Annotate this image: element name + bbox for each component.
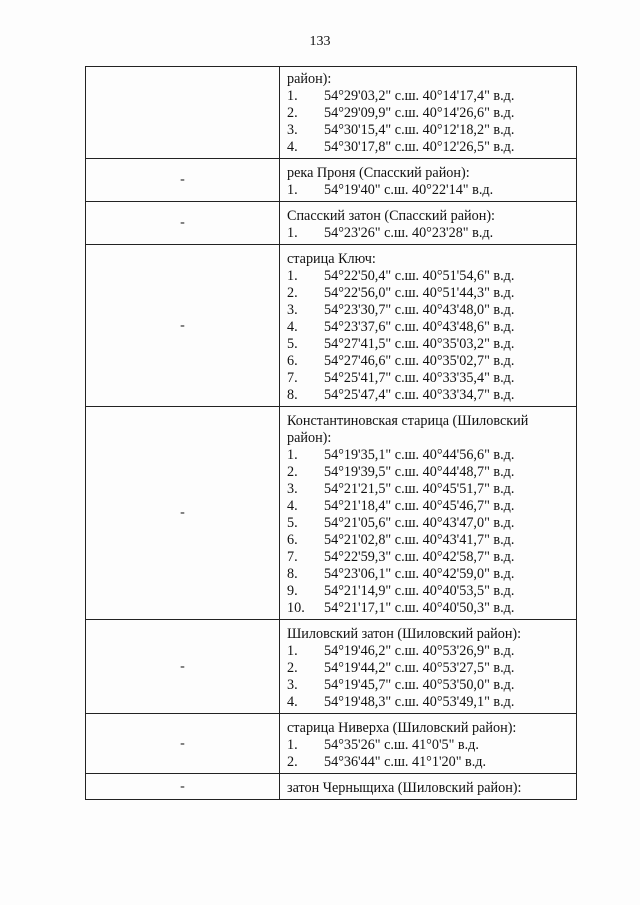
coordinate-value: 54°25'41,7" с.ш. 40°33'35,4" в.д. bbox=[324, 370, 515, 386]
coordinate-item bbox=[287, 336, 570, 353]
coordinate-value: 54°36'44" с.ш. 41°1'20" в.д. bbox=[324, 754, 487, 770]
coordinate-item bbox=[287, 353, 570, 370]
coordinate-number: 5. bbox=[287, 336, 298, 352]
coordinate-value: 54°25'47,4" с.ш. 40°33'34,7" в.д. bbox=[324, 387, 515, 403]
coordinate-item bbox=[287, 285, 570, 302]
table-row bbox=[86, 407, 577, 620]
coordinate-item bbox=[287, 225, 570, 242]
coordinate-item bbox=[287, 302, 570, 319]
row-marker-cell: - bbox=[86, 159, 280, 202]
coordinate-value: 54°19'45,7" с.ш. 40°53'50,0" в.д. bbox=[324, 677, 515, 693]
coordinate-number: 8. bbox=[287, 566, 298, 582]
coordinate-number: 5. bbox=[287, 515, 298, 531]
coordinate-item bbox=[287, 319, 570, 336]
table-row bbox=[86, 159, 577, 202]
coordinate-number: 2. bbox=[287, 660, 298, 676]
water-body-title: Константиновская старица (Шиловский район): bbox=[287, 413, 532, 446]
coordinate-number: 8. bbox=[287, 387, 298, 403]
coordinate-number: 3. bbox=[287, 302, 298, 318]
water-body-title: старица Ниверха (Шиловский район): bbox=[287, 720, 517, 736]
coordinate-number: 4. bbox=[287, 498, 298, 514]
coordinate-item bbox=[287, 88, 570, 105]
row-marker-cell bbox=[86, 67, 280, 159]
row-marker-cell: - bbox=[86, 202, 280, 245]
coordinate-number: 7. bbox=[287, 549, 298, 565]
coordinate-number: 1. bbox=[287, 225, 298, 241]
coordinate-value: 54°23'37,6" с.ш. 40°43'48,6" в.д. bbox=[324, 319, 515, 335]
coordinate-item bbox=[287, 105, 570, 122]
coordinate-number: 9. bbox=[287, 583, 298, 599]
coordinate-value: 54°19'40" с.ш. 40°22'14" в.д. bbox=[324, 182, 494, 198]
coordinate-item bbox=[287, 370, 570, 387]
coordinate-item bbox=[287, 643, 570, 660]
coordinate-number: 1. bbox=[287, 643, 298, 659]
coordinate-number: 1. bbox=[287, 447, 298, 463]
coordinate-value: 54°23'26" с.ш. 40°23'28" в.д. bbox=[324, 225, 494, 241]
water-body-cell bbox=[280, 620, 577, 714]
coordinate-item bbox=[287, 754, 570, 771]
water-body-title: старица Ключ: bbox=[287, 251, 376, 267]
water-body-title: Шиловский затон (Шиловский район): bbox=[287, 626, 522, 642]
coordinate-number: 1. bbox=[287, 182, 298, 198]
water-body-cell bbox=[280, 202, 577, 245]
water-body-cell bbox=[280, 774, 577, 800]
coordinate-value: 54°19'46,2" с.ш. 40°53'26,9" в.д. bbox=[324, 643, 515, 659]
coordinate-value: 54°21'14,9" с.ш. 40°40'53,5" в.д. bbox=[324, 583, 515, 599]
row-marker-cell: - bbox=[86, 714, 280, 774]
coordinate-number: 3. bbox=[287, 122, 298, 138]
water-body-cell bbox=[280, 714, 577, 774]
water-body-title: затон Черныщиха (Шиловский район): bbox=[287, 780, 522, 796]
coordinate-value: 54°27'46,6" с.ш. 40°35'02,7" в.д. bbox=[324, 353, 515, 369]
coordinate-value: 54°21'05,6" с.ш. 40°43'47,0" в.д. bbox=[324, 515, 515, 531]
table-row bbox=[86, 620, 577, 714]
coordinate-item bbox=[287, 182, 570, 199]
water-body-cell bbox=[280, 67, 577, 159]
coordinate-number: 1. bbox=[287, 88, 298, 104]
coordinate-value: 54°27'41,5" с.ш. 40°35'03,2" в.д. bbox=[324, 336, 515, 352]
coordinate-value: 54°22'56,0" с.ш. 40°51'44,3" в.д. bbox=[324, 285, 515, 301]
coordinate-value: 54°22'50,4" с.ш. 40°51'54,6" в.д. bbox=[324, 268, 515, 284]
coordinate-number: 4. bbox=[287, 694, 298, 710]
table-row bbox=[86, 202, 577, 245]
coordinate-item bbox=[287, 532, 570, 549]
row-marker-cell: - bbox=[86, 245, 280, 407]
table-body bbox=[86, 67, 577, 800]
coordinate-value: 54°30'17,8" с.ш. 40°12'26,5" в.д. bbox=[324, 139, 515, 155]
coordinates-table bbox=[85, 66, 577, 800]
table-row bbox=[86, 245, 577, 407]
coordinate-item bbox=[287, 498, 570, 515]
coordinate-value: 54°29'03,2" с.ш. 40°14'17,4" в.д. bbox=[324, 88, 515, 104]
water-body-cell bbox=[280, 245, 577, 407]
coordinate-value: 54°21'18,4" с.ш. 40°45'46,7" в.д. bbox=[324, 498, 515, 514]
coordinate-number: 3. bbox=[287, 677, 298, 693]
coordinate-value: 54°19'44,2" с.ш. 40°53'27,5" в.д. bbox=[324, 660, 515, 676]
page-number: 133 bbox=[309, 34, 331, 49]
coordinate-item bbox=[287, 660, 570, 677]
coordinate-number: 1. bbox=[287, 737, 298, 753]
row-marker-cell: - bbox=[86, 407, 280, 620]
coordinate-item bbox=[287, 464, 570, 481]
coordinate-value: 54°19'39,5" с.ш. 40°44'48,7" в.д. bbox=[324, 464, 515, 480]
coordinate-item bbox=[287, 447, 570, 464]
row-marker-cell: - bbox=[86, 620, 280, 714]
coordinate-number: 6. bbox=[287, 532, 298, 548]
coordinate-item bbox=[287, 583, 570, 600]
coordinate-item bbox=[287, 677, 570, 694]
coordinate-value: 54°23'06,1" с.ш. 40°42'59,0" в.д. bbox=[324, 566, 515, 582]
coordinate-number: 2. bbox=[287, 285, 298, 301]
table-row bbox=[86, 774, 577, 800]
coordinate-item bbox=[287, 387, 570, 404]
coordinate-value: 54°22'59,3" с.ш. 40°42'58,7" в.д. bbox=[324, 549, 515, 565]
water-body-cell bbox=[280, 407, 577, 620]
row-marker-cell: - bbox=[86, 774, 280, 800]
water-body-cell bbox=[280, 159, 577, 202]
coordinate-value: 54°19'48,3" с.ш. 40°53'49,1" в.д. bbox=[324, 694, 515, 710]
water-body-title: река Проня (Спасский район): bbox=[287, 165, 470, 181]
coordinate-value: 54°21'02,8" с.ш. 40°43'41,7" в.д. bbox=[324, 532, 515, 548]
water-body-title: Спасский затон (Спасский район): bbox=[287, 208, 495, 224]
table-row bbox=[86, 67, 577, 159]
coordinate-value: 54°21'21,5" с.ш. 40°45'51,7" в.д. bbox=[324, 481, 515, 497]
coordinate-item bbox=[287, 566, 570, 583]
coordinate-number: 4. bbox=[287, 319, 298, 335]
coordinate-item bbox=[287, 122, 570, 139]
coordinate-item bbox=[287, 600, 570, 617]
table-row bbox=[86, 714, 577, 774]
coordinate-item bbox=[287, 549, 570, 566]
coordinate-number: 10. bbox=[287, 600, 305, 616]
coordinate-item bbox=[287, 694, 570, 711]
water-body-title: район): bbox=[287, 71, 332, 87]
coordinate-item bbox=[287, 139, 570, 156]
coordinate-number: 7. bbox=[287, 370, 298, 386]
coordinate-item bbox=[287, 481, 570, 498]
coordinate-value: 54°35'26" с.ш. 41°0'5" в.д. bbox=[324, 737, 479, 753]
coordinate-value: 54°29'09,9" с.ш. 40°14'26,6" в.д. bbox=[324, 105, 515, 121]
coordinate-value: 54°19'35,1" с.ш. 40°44'56,6" в.д. bbox=[324, 447, 515, 463]
coordinate-number: 4. bbox=[287, 139, 298, 155]
coordinate-value: 54°23'30,7" с.ш. 40°43'48,0" в.д. bbox=[324, 302, 515, 318]
coordinate-item bbox=[287, 268, 570, 285]
coordinate-number: 2. bbox=[287, 105, 298, 121]
coordinate-item bbox=[287, 737, 570, 754]
coordinate-value: 54°21'17,1" с.ш. 40°40'50,3" в.д. bbox=[324, 600, 515, 616]
coordinate-number: 6. bbox=[287, 353, 298, 369]
coordinate-number: 2. bbox=[287, 464, 298, 480]
coordinate-value: 54°30'15,4" с.ш. 40°12'18,2" в.д. bbox=[324, 122, 515, 138]
coordinate-number: 3. bbox=[287, 481, 298, 497]
coordinate-number: 1. bbox=[287, 268, 298, 284]
coordinate-item bbox=[287, 515, 570, 532]
coordinate-number: 2. bbox=[287, 754, 298, 770]
